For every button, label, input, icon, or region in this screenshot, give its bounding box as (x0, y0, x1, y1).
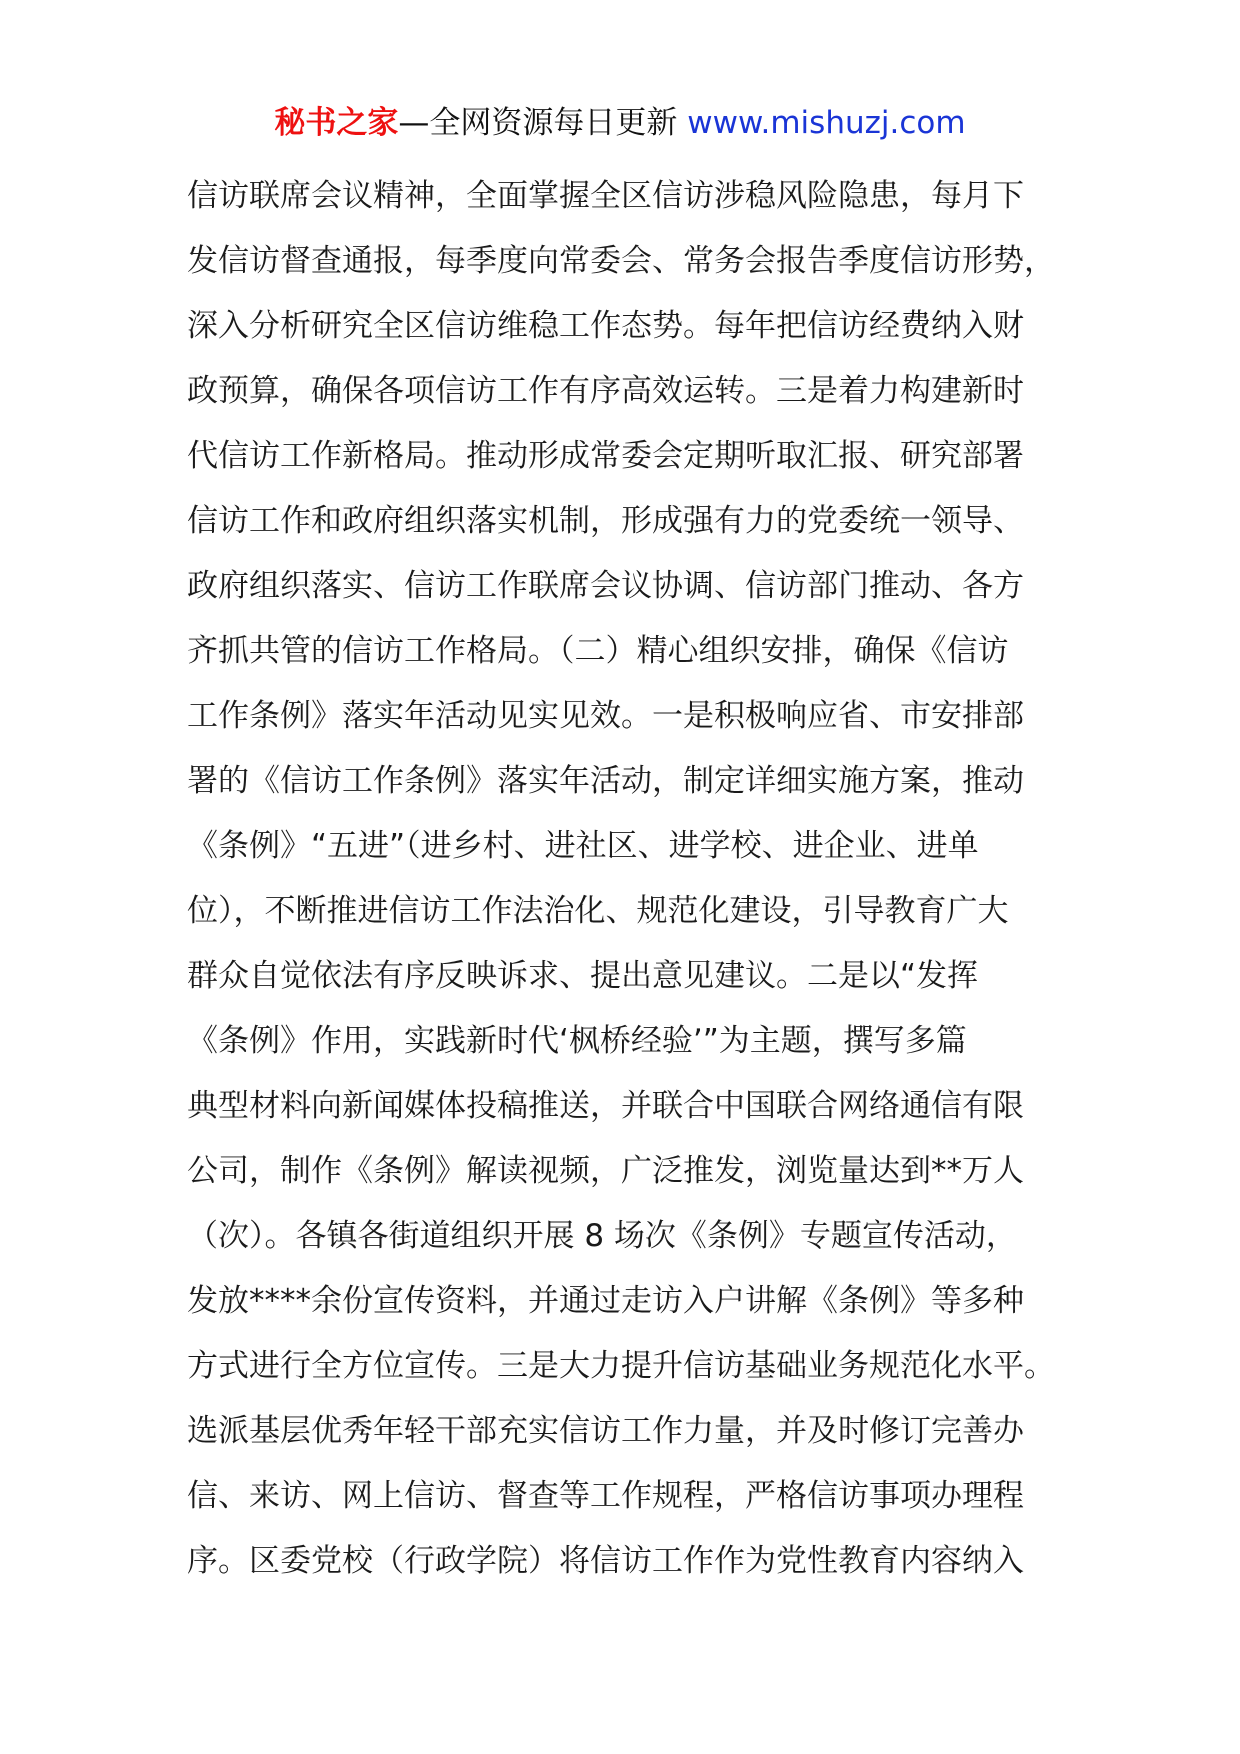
brand-name: 秘书之家 (274, 105, 399, 141)
text-line: 代信访工作新格局。推动形成常委会定期听取汇报、研究部署 (187, 438, 1024, 474)
text-line: 信、来访、网上信访、督查等工作规程，严格信访事项办理程 (187, 1478, 1024, 1514)
header-url[interactable]: www.mishuzj.com (687, 105, 966, 141)
text-line: 群众自觉依法有序反映诉求、提出意见建议。二是以“发挥 (187, 958, 979, 994)
text-line: （次）。各镇各街道组织开展 8 场次《条例》专题宣传活动， (187, 1218, 1017, 1254)
text-line: 《条例》作用，实践新时代‘枫桥经验’”为主题，撰写多篇 (187, 1023, 967, 1059)
page-header (0, 101, 1240, 145)
text-line: 齐抓共管的信访工作格局。（二）精心组织安排，确保《信访 (187, 633, 1009, 669)
text-line: 政府组织落实、信访工作联席会议协调、信访部门推动、各方 (187, 568, 1024, 604)
text-line: 典型材料向新闻媒体投稿推送，并联合中国联合网络通信有限 (187, 1088, 1024, 1124)
text-line: 选派基层优秀年轻干部充实信访工作力量，并及时修订完善办 (187, 1413, 1024, 1449)
text-line: 《条例》“五进”（进乡村、进社区、进学校、进企业、进单 (187, 828, 979, 864)
text-line: 发放****余份宣传资料，并通过走访入户讲解《条例》等多种 (187, 1283, 1024, 1319)
text-line: 发信访督查通报，每季度向常委会、常务会报告季度信访形势， (187, 243, 1055, 279)
text-line: 公司，制作《条例》解读视频，广泛推发，浏览量达到**万人 (187, 1153, 1024, 1189)
text-line: 署的《信访工作条例》落实年活动，制定详细实施方案，推动 (187, 763, 1024, 799)
header-tagline: —全网资源每日更新 (398, 105, 688, 141)
text-line: 深入分析研究全区信访维稳工作态势。每年把信访经费纳入财 (187, 308, 1024, 344)
text-line: 工作条例》落实年活动见实见效。一是积极响应省、市安排部 (187, 698, 1024, 734)
text-line: 信访联席会议精神，全面掌握全区信访涉稳风险隐患，每月下 (187, 178, 1024, 214)
text-line: 政预算，确保各项信访工作有序高效运转。三是着力构建新时 (187, 373, 1024, 409)
text-line: 位），不断推进信访工作法治化、规范化建设，引导教育广大 (187, 893, 1009, 929)
text-line: 方式进行全方位宣传。三是大力提升信访基础业务规范化水平。 (187, 1348, 1055, 1384)
text-line: 信访工作和政府组织落实机制，形成强有力的党委统一领导、 (187, 503, 1024, 539)
text-line: 序。区委党校（行政学院）将信访工作作为党性教育内容纳入 (187, 1543, 1024, 1579)
body-text (187, 164, 1067, 1594)
